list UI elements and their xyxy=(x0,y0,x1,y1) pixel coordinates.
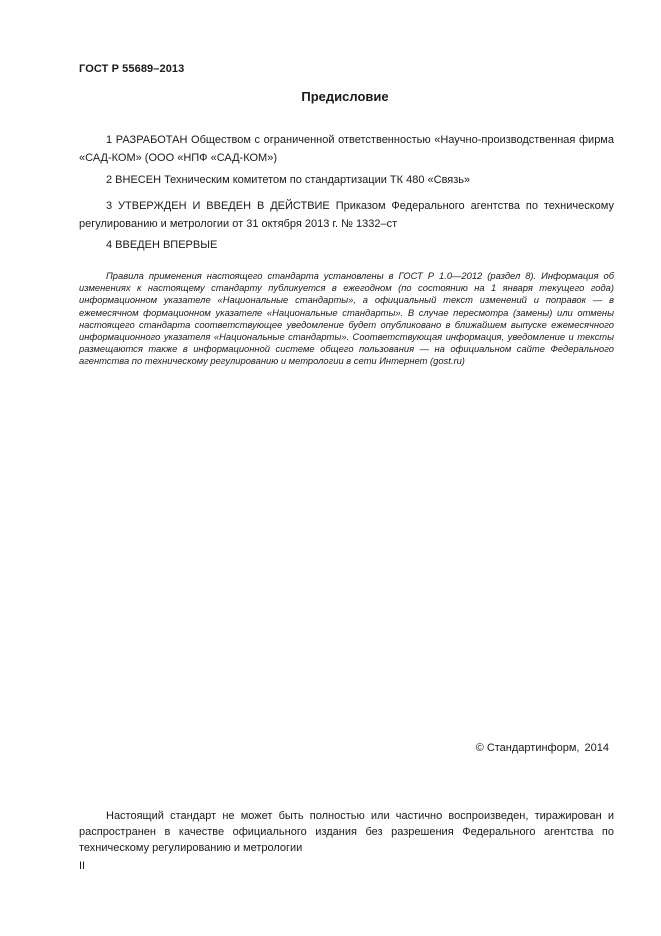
paragraph-introduced-first: 4 ВВЕДЕН ВПЕРВЫЕ xyxy=(106,239,218,251)
paragraph-approved: 3 УТВЕРЖДЕН И ВВЕДЕН В ДЕЙСТВИЕ Приказом Федерального агентства по техническому регулированию и метрологии от 31 октября 2013 г. № 1332–ст xyxy=(79,200,614,230)
page-number: II xyxy=(79,860,86,872)
copyright-holder: Стандартинформ, xyxy=(486,742,580,754)
standard-code: ГОСТ Р 55689–2013 xyxy=(79,63,185,75)
application-rules-note: Правила применения настоящего стандарта установлены в ГОСТ Р 1.0—2012 (раздел 8). Информация об изменениях к настоящему стандарту публикуется в ежегодном (по состоянию на 1 января текущего года) информационном указателе «Национальные стандарты», а официальный текст изменений и поправок — в ежемесячном формационном указателе «Национальные стандарты». В случае пересмотра (замены) или отмены настоящего стандарта соответствующее уведомление будет опубликовано в ближайшем выпуске ежемесячного информационного указателя «Национальные стандарты». Соответствующая информация, уведомление и тексты размещаются также в информационной системе общего пользования — на официальном сайте Федерального агентства по техническому регулированию и метрологии в сети Интернет (gost.ru) xyxy=(79,270,614,367)
paragraph-submitted-by: 2 ВНЕСЕН Техническим комитетом по стандартизации ТК 480 «Связь» xyxy=(106,174,471,186)
copyright-year: 2014 xyxy=(584,742,609,754)
page-title: Предисловие xyxy=(301,89,389,104)
copyright-symbol: © xyxy=(475,742,484,754)
reproduction-notice: Настоящий стандарт не может быть полностью или частично воспроизведен, тиражирован и распространен в качестве официального издания без разрешения Федерального агентства по техническому регулированию и метрологии xyxy=(79,810,614,854)
copyright-notice xyxy=(476,742,609,754)
paragraph-developed-by: 1 РАЗРАБОТАН Обществом с ограниченной ответственностью «Научно-производственная фирма «САД-КОМ» (ООО «НПФ «САД-КОМ») xyxy=(79,134,614,164)
